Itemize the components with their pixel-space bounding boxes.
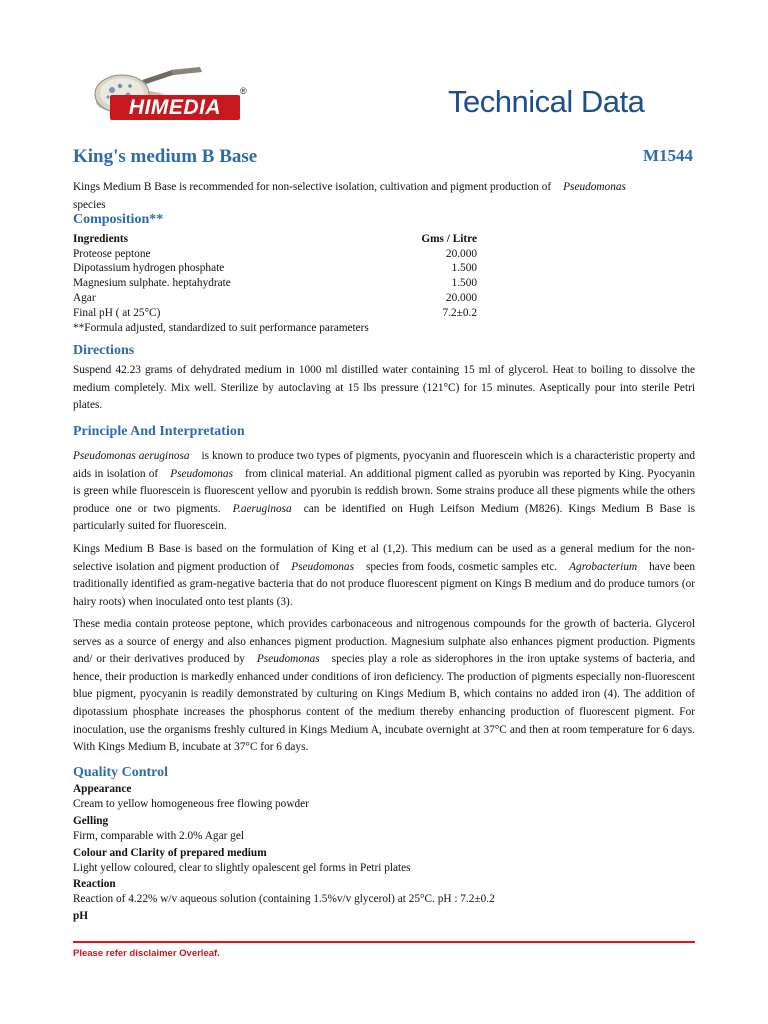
registered-mark: ® [240,86,247,96]
table-row [73,291,477,306]
ingredient-amount: 20.000 [445,247,477,260]
organism-name: Pseudomonas [291,560,354,573]
intro-text: Kings Medium B Base is recommended for non-selective isolation, cultivation and pigment production of [73,181,552,193]
paragraph-text: species play a role as siderophores in the iron uptake systems of bacteria, and hence, their production is markedly enhanced under conditions of iron deficiency. The production of pigments especially non-fluorescent blue pigment, pyocyanin is readily demonstrated by culturing on Kings Medium B, which contains no added iron (4). The addition of dipotassium phosphate increases the phosphorus content of the medium thereby enhancing production of fluorescent pigment. For inoculation, use the organisms freshly cultured in Kings Medium A, incubate overnight at 37°C and then at room temperature for 6 days. With Kings Medium B, incubate at 37°C for 6 days. [73,653,695,754]
ingredient-amount: 1.500 [451,277,477,290]
qc-label-reaction: Reaction [73,878,116,890]
ingredient-name: Magnesium sulphate. heptahydrate [73,277,231,290]
ingredient-amount: 7.2±0.2 [442,306,477,319]
organism-name: Pseudomonas [256,653,320,666]
principle-paragraph-3 [73,616,695,757]
intro-text-after: species [73,198,106,211]
qc-value-colour-clarity: Light yellow coloured, clear to slightly opalescent gel forms in Petri plates [73,862,411,874]
organism-name: Pseudomonas aeruginosa [73,450,190,462]
paragraph-text: can be identified on Hugh Leifson Medium (M826). Kings Medium B Base is particularly suited for fluorescein. [73,502,695,533]
col-amount-header: Gms / Litre [421,233,477,245]
ingredient-name: Agar [73,291,96,304]
directions-heading: Directions [73,343,135,358]
qc-value-gelling: Firm, comparable with 2.0% Agar gel [73,830,244,842]
ingredient-amount: 1.500 [451,262,477,275]
table-row [73,261,477,276]
principle-paragraph-1 [73,448,695,536]
document-type-title: Technical Data [448,84,645,119]
footer-divider [73,941,695,943]
qc-label-ph: pH [73,910,89,922]
directions-paragraph: Suspend 42.23 grams of dehydrated medium in 1000 ml distilled water containing 15 ml of glycerol. Heat to boiling to dissolve the medium completely. Mix well. Sterilize by autoclaving at 15 lbs pressure (121°C) for 15 minutes. Aseptically pour into sterile Petri plates. [73,364,695,412]
organism-name: P.aeruginosa [232,502,292,515]
qc-value-appearance: Cream to yellow homogeneous free flowing powder [73,798,309,810]
table-row [73,247,477,262]
product-title: King's medium B Base [73,146,258,167]
product-code: M1544 [643,146,694,165]
paragraph-text: have been traditionally identified as gram-negative bacteria that do not produce fluorescent pigment on Kings B medium and do produce tumors (or hairy roots) when inoculated onto test plants (3). [73,560,695,608]
disclaimer-note: Please refer disclaimer Overleaf. [73,948,220,959]
composition-footnote: **Formula adjusted, standardized to suit performance parameters [73,322,369,334]
composition-heading: Composition** [73,212,164,227]
principle-paragraph-2 [73,541,695,611]
paragraph-text: species from foods, cosmetic samples etc. [365,560,558,573]
ingredient-amount: 20.000 [445,291,477,304]
col-ingredients-header: Ingredients [73,233,129,245]
principle-heading: Principle And Interpretation [73,424,245,439]
qc-label-appearance: Appearance [73,783,132,795]
qc-value-reaction: Reaction of 4.22% w/v aqueous solution (containing 1.5%v/v glycerol) at 25°C. pH : 7.2±0.2 [73,893,495,905]
qc-label-gelling: Gelling [73,815,109,827]
table-header-row [73,232,477,247]
ingredient-name: Proteose peptone [73,247,151,260]
ingredient-name: Final pH ( at 25°C) [73,306,161,319]
intro-paragraph [73,179,695,214]
intro-organism: Pseudomonas [563,181,626,193]
table-row [73,276,477,291]
composition-table [73,232,477,320]
qc-label-colour-clarity: Colour and Clarity of prepared medium [73,847,267,859]
paragraph-text: These media contain proteose peptone, which provides carbonaceous and nitrogenous compounds for the growth of bacteria. Glycerol serves as a source of energy and also enhances pigment production. Magnesium sulphate also enhances pigment production. Pigments and/ or their derivatives produced by [73,618,695,666]
paragraph-text: Kings Medium B Base is based on the formulation of King et al (1,2). This medium can be used as a general medium for the non-selective isolation and pigment production of [73,543,695,573]
paragraph-text: is known to produce two types of pigments, pyocyanin and fluorescein which is a characteristic property and aids in isolation of [73,450,696,480]
organism-name: Pseudomonas [170,467,233,480]
ingredient-name: Dipotassium hydrogen phosphate [73,262,225,275]
table-row [73,306,477,321]
quality-control-heading: Quality Control [73,765,169,780]
paragraph-text: from clinical material. An additional pigment called as pyorubin was reported by King. Pyocyanin is green while fluorescein is fluorescent yellow and pyorubin is reddish brown. Some strains produce all these pigments while the others produce one or two pigments. [73,467,696,515]
organism-name: Agrobacterium [569,560,638,573]
brand-name: HIMEDIA [110,95,240,120]
